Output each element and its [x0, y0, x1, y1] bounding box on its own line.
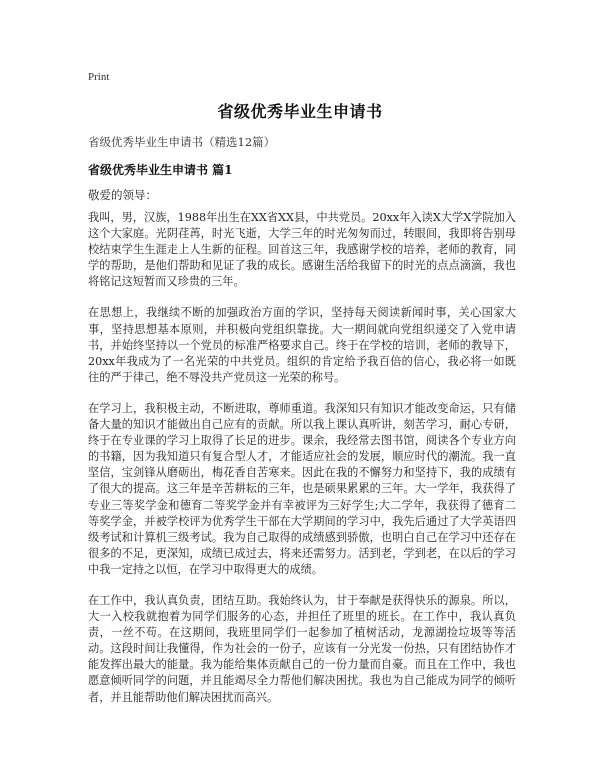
salutation: 敬爱的领导：: [88, 188, 157, 202]
section-heading: 省级优秀毕业生申请书 篇1: [88, 163, 233, 177]
paragraph-1: 我叫，男，汉族，1988年出生在XX省XX县，中共党员。20xx年入读X大学X学院加入这个大家庭。光阴荏苒，时光飞逝，大学三年的时光匆匆而过，转眼间，我即将告别母校结束学生生涯走上人生新的征程。回首这三年，我感谢学校的培养，老师的教育，同学的帮助，是他们帮助和见证了我的成长。感谢生活给我留下的时光的点点滴滴，我也将铭记这短暂而又珍贵的三年。: [88, 211, 516, 289]
document-title: 省级优秀毕业生申请书: [217, 102, 383, 121]
print-link[interactable]: Print: [88, 71, 110, 83]
document-subtitle: 省级优秀毕业生申请书（精选12篇）: [88, 135, 276, 149]
paragraph-2: 在思想上，我继续不断的加强政治方面的学识，坚持每天阅读新闻时事，关心国家大事，坚持思想基本原则，并积极向党组织靠拢。大一期间就向党组织递交了入党申请书，并始终坚持以一个党员的标准严格要求自己。终于在学校的培训，老师的教导下，20xx年我成为了一名光荣的中共党员。组织的肯定给予我百倍的信心，我必将一如既往的严于律己，绝不辱没共产党员这一光荣的称号。: [88, 306, 516, 384]
body-text: [88, 210, 516, 721]
paragraph-3: 在学习上，我积极主动，不断进取，尊师重道。我深知只有知识才能改变命运，只有储备大量的知识才能做出自己应有的贡献。所以我上课认真听讲，刻苦学习，耐心专研，终于在专业课的学习上取得了长足的进步。课余，我经常去图书馆，阅读各个专业方向的书籍，因为我知道只有复合型人才，才能适应社会的发展，顺应时代的潮流。我一直坚信，宝剑锋从磨砺出，梅花香自苦寒来。因此在我的不懈努力和坚持下，我的成绩有了很大的提高。这三年是辛苦耕耘的三年，也是硕果累累的三年。大一学年，我获得了专业三等奖学金和德育二等奖学金并有幸被评为三好学生;大二学年，我获得了德育二等奖学金，并被学校评为优秀学生干部在大学期间的学习中，我先后通过了大学英语四级考试和计算机三级考试。我为自己取得的成绩感到骄傲，也明白自己在学习中还存在很多的不足，更深知，成绩已成过去，将来还需努力。活到老，学到老，在以后的学习中我一定持之以恒，在学习中取得更大的成绩。: [88, 401, 516, 576]
paragraph-4: 在工作中，我认真负责，团结互助。我始终认为，甘于奉献是获得快乐的源泉。所以，大一入校我就抱着为同学们服务的心态，并担任了班里的班长。在工作中，我认真负责，一丝不苟。在这期间，我班里同学们一起参加了植树活动，龙源湖捡垃圾等等活动。这段时间让我懂得，作为社会的一份子，应该有一分光发一份热，只有团结协作才能发挥出最大的能量。我为能给集体贡献自己的一份力量而自豪。而且在工作中，我也愿意倾听同学的问题，并且能竭尽全力帮他们解决困扰。我也为自己能成为同学的倾听者，并且能帮助他们解决困扰而高兴。: [88, 593, 516, 704]
